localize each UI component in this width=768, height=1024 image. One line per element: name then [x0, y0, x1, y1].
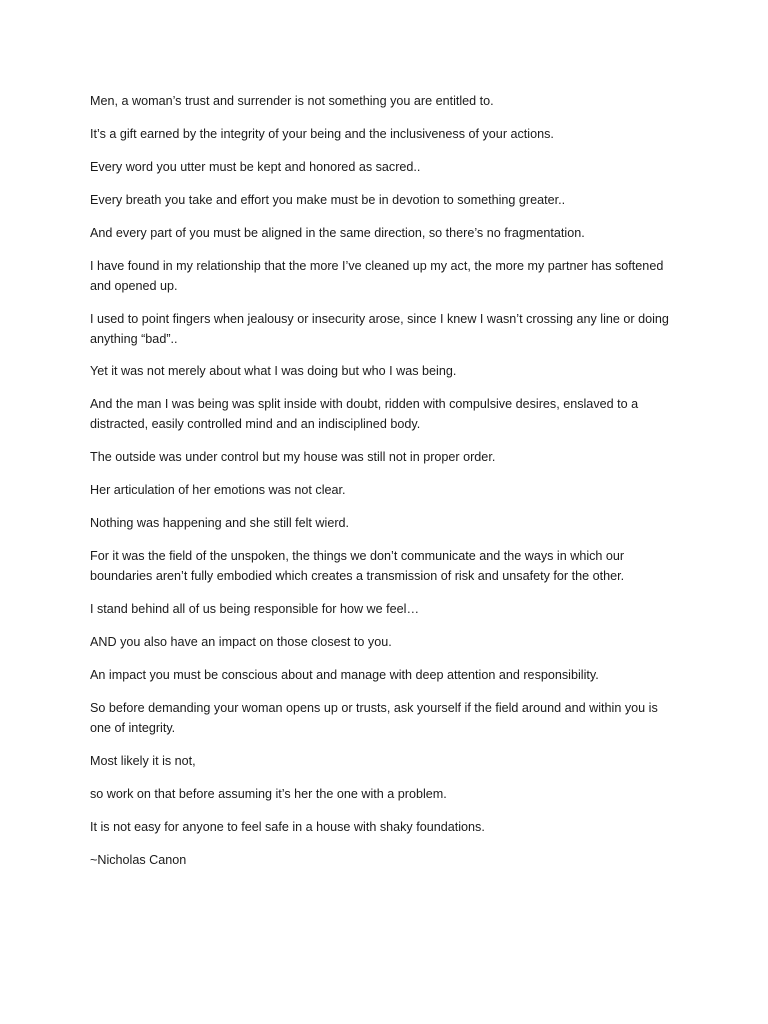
paragraph-13: For it was the field of the unspoken, the things we don’t communicate and the ways in which our boundaries aren’t fully embodied which creates a transmission of risk and unsafety for the other. [90, 549, 625, 583]
paragraph-18: Most likely it is not, [90, 753, 196, 768]
paragraph-9: And the man I was being was split inside with doubt, ridden with compulsive desires, enslaved to a distracted, easily controlled mind and an indisciplined body. [90, 397, 639, 432]
paragraph-3: Every word you utter must be kept and honored as sacred.. [90, 159, 421, 174]
paragraph-14: I stand behind all of us being responsible for how we feel… [90, 601, 420, 616]
paragraph-19: so work on that before assuming it’s her the one with a problem. [90, 786, 447, 801]
paragraph-7: I used to point fingers when jealousy or insecurity arose, since I knew I wasn’t crossing any line or doing anything “bad”.. [90, 311, 669, 346]
paragraph-15: AND you also have an impact on those closest to you. [90, 634, 392, 649]
paragraph-12: Nothing was happening and she still felt wierd. [90, 516, 350, 531]
author-signature: ~Nicholas Canon [90, 852, 187, 867]
paragraph-16: An impact you must be conscious about and manage with deep attention and responsibility. [90, 667, 599, 682]
paragraph-5: And every part of you must be aligned in the same direction, so there’s no fragmentation. [90, 225, 585, 240]
paragraph-10: The outside was under control but my house was still not in proper order. [90, 450, 496, 465]
paragraph-8: Yet it was not merely about what I was doing but who I was being. [90, 364, 457, 379]
paragraph-2: It’s a gift earned by the integrity of your being and the inclusiveness of your actions. [90, 126, 554, 141]
paragraph-6: I have found in my relationship that the more I’ve cleaned up my act, the more my partner has softened and opened up. [90, 258, 664, 293]
paragraph-11: Her articulation of her emotions was not clear. [90, 483, 346, 498]
paragraph-17: So before demanding your woman opens up or trusts, ask yourself if the field around and within you is one of integrity. [90, 700, 658, 735]
paragraph-4: Every breath you take and effort you make must be in devotion to something greater.. [90, 192, 566, 207]
document-body [90, 92, 680, 884]
paragraph-20: It is not easy for anyone to feel safe in a house with shaky foundations. [90, 819, 485, 834]
paragraph-1: Men, a woman’s trust and surrender is not something you are entitled to. [90, 94, 494, 108]
